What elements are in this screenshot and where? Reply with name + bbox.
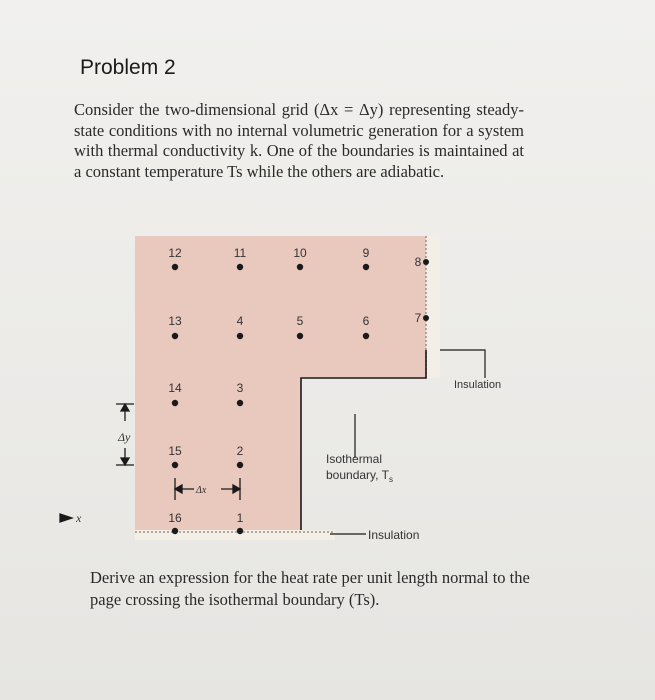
node-label-3: 3 (236, 381, 244, 395)
question-text: Derive an expression for the heat rate per unit length normal to the page crossing the isothermal boundary (Ts). (90, 568, 530, 609)
node-label-14: 14 (168, 381, 182, 395)
node-label-12: 12 (168, 246, 182, 260)
node-4 (237, 333, 243, 339)
node-label-4: 4 (236, 314, 244, 328)
node-label-15: 15 (168, 444, 182, 458)
node-label-7: 7 (414, 311, 422, 325)
node-label-10: 10 (293, 246, 307, 260)
node-3 (237, 400, 243, 406)
node-5 (297, 333, 303, 339)
isothermal-label-line1: Isothermal (326, 452, 383, 466)
problem-statement: Consider the two-dimensional grid (Δx = Δy) representing steady-state conditions with no internal volumetric generation for a system with thermal conductivity k. One of the boundaries is maintained at a constant temperature Ts while the others are adiabatic. (74, 100, 524, 181)
node-2 (237, 462, 243, 468)
node-label-13: 13 (168, 314, 182, 328)
insulation-bottom-label: Insulation (368, 528, 420, 542)
dy-label: Δy (118, 430, 131, 444)
problem-title: Problem 2 (80, 56, 176, 79)
node-16 (172, 528, 178, 534)
node-label-9: 9 (362, 246, 370, 260)
node-label-11: 11 (233, 246, 247, 260)
node-label-5: 5 (296, 314, 304, 328)
node-13 (172, 333, 178, 339)
node-label-1: 1 (236, 511, 244, 525)
node-12 (172, 264, 178, 270)
node-15 (172, 462, 178, 468)
node-6 (363, 333, 369, 339)
insulation-right-leader (440, 350, 485, 378)
node-1 (237, 528, 243, 534)
node-11 (237, 264, 243, 270)
node-8 (423, 259, 429, 265)
dy-arrow-down-icon (121, 458, 129, 465)
insulation-right-label: Insulation (454, 379, 502, 391)
node-label-8: 8 (414, 255, 422, 269)
x-axis-label: x (76, 511, 82, 525)
node-label-6: 6 (362, 314, 370, 328)
insulation-hatch-right (426, 236, 440, 378)
dy-arrow-up-icon (121, 404, 129, 411)
node-14 (172, 400, 178, 406)
x-axis-arrow-icon (60, 514, 72, 522)
node-10 (297, 264, 303, 270)
node-label-16: 16 (168, 511, 182, 525)
node-9 (363, 264, 369, 270)
node-7 (423, 315, 429, 321)
dx-label: Δx (196, 485, 207, 496)
isothermal-label-line2: boundary, $T_s$ (326, 468, 393, 484)
node-label-2: 2 (236, 444, 244, 458)
